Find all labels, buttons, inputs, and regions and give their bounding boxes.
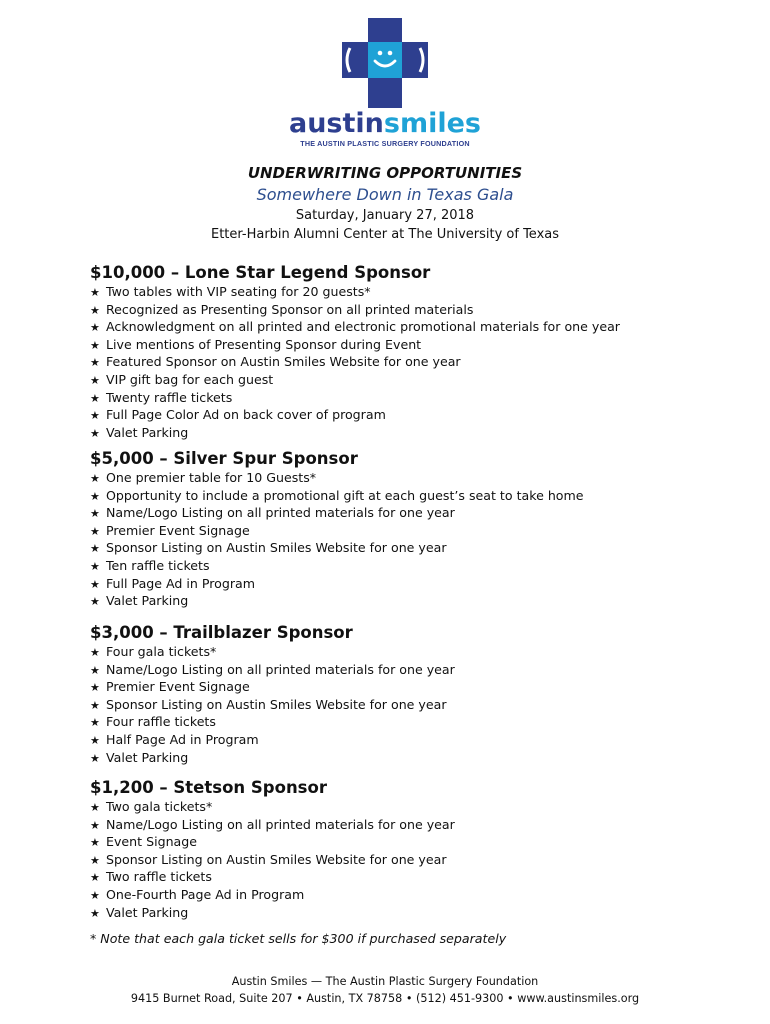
- star-icon: ★: [90, 646, 100, 659]
- list-item: ★ Name/Logo Listing on all printed materials for one year: [90, 505, 710, 523]
- star-icon: ★: [90, 321, 100, 335]
- page-title: UNDERWRITING OPPORTUNITIES: [247, 164, 523, 182]
- star-icon: ★: [90, 303, 100, 317]
- sponsor-section-silver-spur: [90, 448, 710, 611]
- star-icon: ★: [90, 888, 100, 902]
- brand-primary: austin: [288, 108, 384, 139]
- star-icon: ★: [90, 559, 100, 573]
- footer: [0, 973, 770, 1007]
- logo: [0, 18, 770, 148]
- list-item: ★ Opportunity to include a promotional gift at each guest’s seat to take home: [90, 488, 710, 506]
- list-item: ★ Half Page Ad in Program: [90, 732, 710, 750]
- benefit-list: [90, 799, 710, 922]
- list-item: ★ Recognized as Presenting Sponsor on all printed materials: [90, 302, 710, 320]
- list-item: ★ Four raffle tickets: [90, 714, 710, 732]
- star-icon: ★: [90, 698, 100, 712]
- list-item: ★ Premier Event Signage: [90, 523, 710, 541]
- star-icon: ★: [90, 373, 100, 387]
- benefit-list: [90, 470, 710, 611]
- footer-contact: 9415 Burnet Road, Suite 207 • Austin, TX 78758 • (512) 451-9300 • www.austinsmiles.org: [130, 992, 640, 1005]
- star-icon: ★: [90, 871, 100, 885]
- list-item: ★ Live mentions of Presenting Sponsor during Event: [90, 337, 710, 355]
- list-item: ★ Featured Sponsor on Austin Smiles Website for one year: [90, 354, 710, 372]
- list-item: ★ Full Page Color Ad on back cover of program: [90, 407, 710, 425]
- list-item: ★ Valet Parking: [90, 905, 710, 923]
- star-icon: ★: [90, 338, 100, 352]
- star-icon: ★: [90, 595, 100, 609]
- brand-tagline: THE AUSTIN PLASTIC SURGERY FOUNDATION: [300, 139, 470, 148]
- star-icon: ★: [90, 286, 100, 299]
- list-item: ★ Valet Parking: [90, 593, 710, 611]
- list-item: ★ VIP gift bag for each guest: [90, 372, 710, 390]
- sponsor-section-stetson: [90, 777, 710, 922]
- star-icon: ★: [90, 663, 100, 677]
- section-title: $10,000 – Lone Star Legend Sponsor: [90, 263, 431, 282]
- star-icon: ★: [90, 391, 100, 405]
- star-icon: ★: [90, 542, 100, 556]
- list-item: ★ Event Signage: [90, 834, 710, 852]
- event-venue: Etter-Harbin Alumni Center at The University of Texas: [210, 227, 560, 242]
- list-item: ★ Sponsor Listing on Austin Smiles Website for one year: [90, 697, 710, 715]
- star-icon: ★: [90, 409, 100, 423]
- sponsor-section-lone-star: [90, 262, 710, 442]
- benefit-list: [90, 644, 710, 767]
- brand-secondary: smiles: [383, 108, 481, 139]
- list-item: ★ Acknowledgment on all printed and electronic promotional materials for one year: [90, 319, 710, 337]
- list-item: ★ Premier Event Signage: [90, 679, 710, 697]
- list-item: ★ Two tables with VIP seating for 20 guests*: [90, 284, 710, 302]
- sponsor-section-trailblazer: [90, 622, 710, 767]
- star-icon: ★: [90, 577, 100, 591]
- star-icon: ★: [90, 733, 100, 747]
- smile-cross-icon: [342, 18, 428, 108]
- star-icon: ★: [90, 818, 100, 832]
- document-header: [0, 163, 770, 244]
- ticket-price-note: * Note that each gala ticket sells for $300 if purchased separately: [90, 931, 507, 946]
- star-icon: ★: [90, 524, 100, 538]
- list-item: ★ One premier table for 10 Guests*: [90, 470, 710, 488]
- section-title: $1,200 – Stetson Sponsor: [90, 778, 327, 797]
- list-item: ★ Four gala tickets*: [90, 644, 710, 662]
- star-icon: ★: [90, 356, 100, 370]
- star-icon: ★: [90, 906, 100, 920]
- star-icon: ★: [90, 681, 100, 695]
- star-icon: ★: [90, 472, 100, 485]
- event-name: Somewhere Down in Texas Gala: [256, 185, 514, 204]
- star-icon: ★: [90, 801, 100, 814]
- list-item: ★ One-Fourth Page Ad in Program: [90, 887, 710, 905]
- list-item: ★ Valet Parking: [90, 425, 710, 443]
- list-item: ★ Twenty raffle tickets: [90, 390, 710, 408]
- list-item: ★ Full Page Ad in Program: [90, 576, 710, 594]
- list-item: ★ Name/Logo Listing on all printed materials for one year: [90, 817, 710, 835]
- star-icon: ★: [90, 507, 100, 521]
- star-icon: ★: [90, 751, 100, 765]
- star-icon: ★: [90, 836, 100, 850]
- list-item: ★ Two gala tickets*: [90, 799, 710, 817]
- list-item: ★ Sponsor Listing on Austin Smiles Website for one year: [90, 852, 710, 870]
- star-icon: ★: [90, 853, 100, 867]
- brand-wordmark: [0, 110, 770, 138]
- list-item: ★ Two raffle tickets: [90, 869, 710, 887]
- star-icon: ★: [90, 426, 100, 440]
- list-item: ★ Valet Parking: [90, 750, 710, 768]
- benefit-list: [90, 284, 710, 442]
- event-date: Saturday, January 27, 2018: [295, 208, 475, 223]
- footer-organization: Austin Smiles — The Austin Plastic Surgery Foundation: [231, 975, 539, 988]
- section-title: $5,000 – Silver Spur Sponsor: [90, 449, 358, 468]
- list-item: ★ Sponsor Listing on Austin Smiles Website for one year: [90, 540, 710, 558]
- list-item: ★ Ten raffle tickets: [90, 558, 710, 576]
- star-icon: ★: [90, 489, 100, 503]
- star-icon: ★: [90, 716, 100, 730]
- list-item: ★ Name/Logo Listing on all printed materials for one year: [90, 662, 710, 680]
- section-title: $3,000 – Trailblazer Sponsor: [90, 623, 353, 642]
